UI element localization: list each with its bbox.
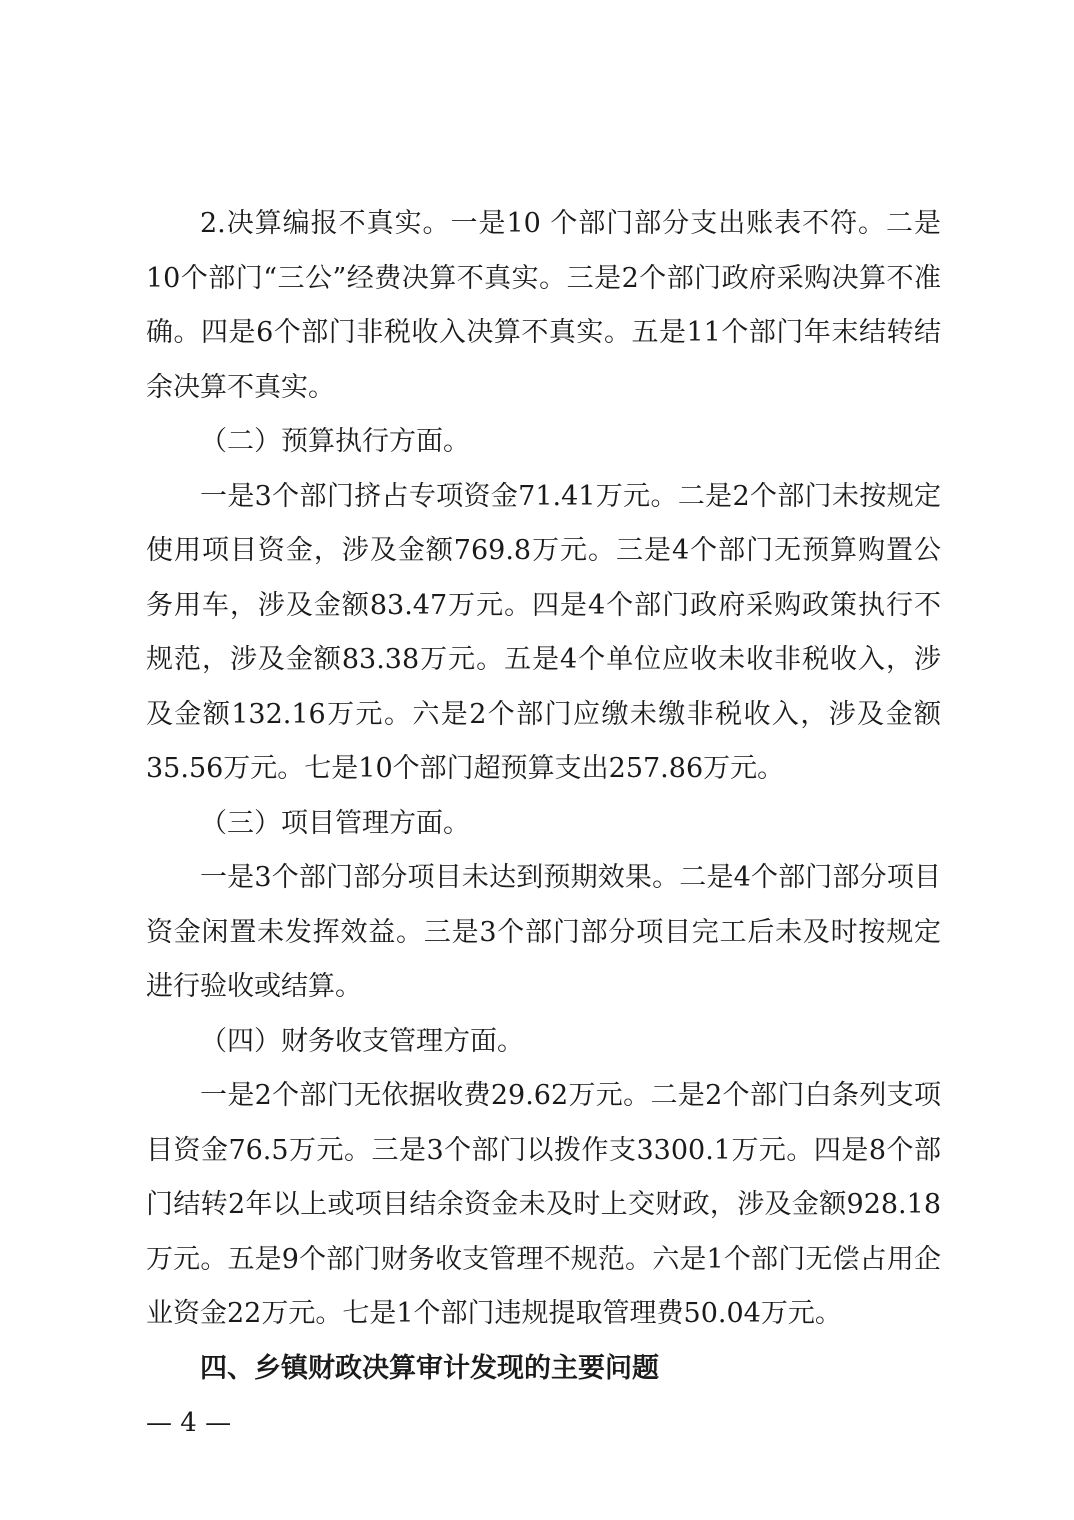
subheading-project-management: （三）项目管理方面。 [200, 807, 470, 839]
document-body [146, 197, 941, 1396]
paragraph-financial-management: 一是2个部门无依据收费29.62万元。二是2个部门白条列支项目资金76.5万元。三是3个部门以拨作支3300.1万元。四是8个部门结转2年以上或项目结余资金未及时上交财政，涉及金额928.18万元。五是9个部门财务收支管理不规范。六是1个部门无偿占用企业资金22万元。七是1个部门违规提取管理费50.04万元。 [146, 1080, 941, 1329]
page-number: — 4 — [146, 1408, 232, 1438]
paragraph-final-accounts: 2.决算编报不真实。一是10 个部门部分支出账表不符。二是10个部门“三公”经费决算不真实。三是2个部门政府采购决算不准确。四是6个部门非税收入决算不真实。五是11个部门年末结转结余决算不真实。 [146, 208, 941, 403]
subheading-budget-execution: （二）预算执行方面。 [200, 426, 470, 457]
subheading-financial-management: （四）财务收支管理方面。 [200, 1025, 524, 1057]
paragraph-budget-execution: 一是3个部门挤占专项资金71.41万元。二是2个部门未按规定使用项目资金，涉及金额769.8万元。三是4个部门无预算购置公务用车，涉及金额83.47万元。四是4个部门政府采购政策执行不规范，涉及金额83.38万元。五是4个单位应收未收非税收入，涉及金额132.16万元。六是2个部门应缴未缴非税收入，涉及金额35.56万元。七是10个部门超预算支出257.86万元。 [146, 480, 941, 784]
paragraph-project-management: 一是3个部门部分项目未达到预期效果。二是4个部门部分项目资金闲置未发挥效益。三是3个部门部分项目完工后未及时按规定进行验收或结算。 [146, 862, 941, 1002]
section-heading-township-audit: 四、乡镇财政决算审计发现的主要问题 [200, 1352, 659, 1384]
